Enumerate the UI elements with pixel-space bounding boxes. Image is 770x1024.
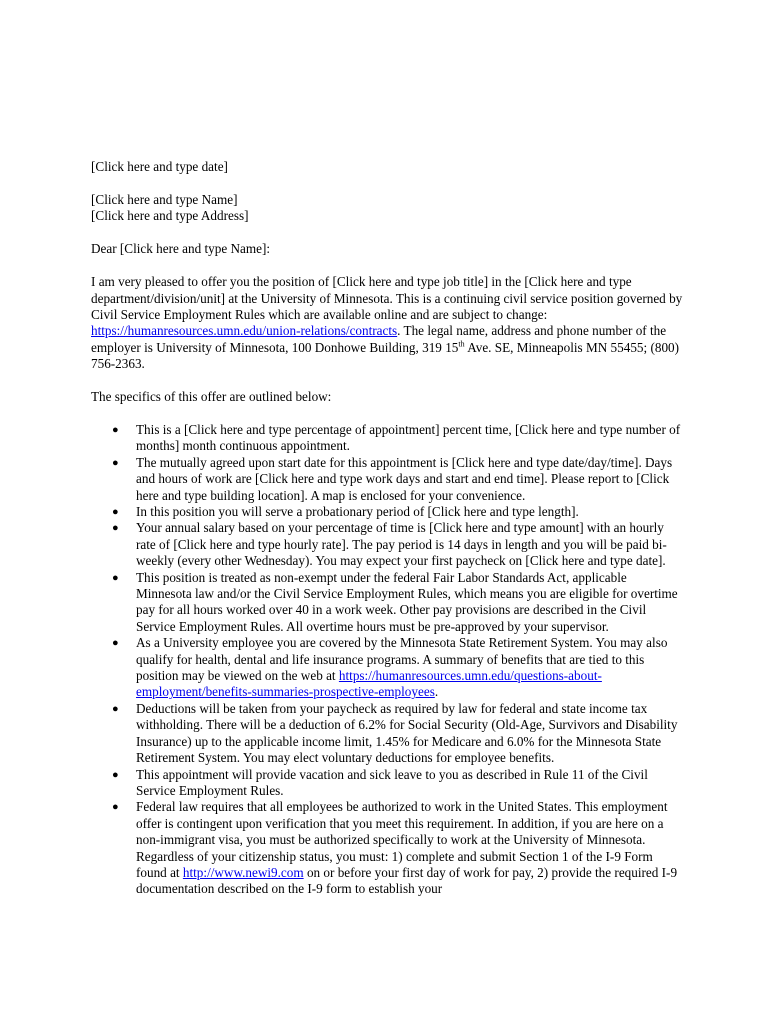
bullet-icon: ● [112,768,119,781]
bullet-icon: ● [112,456,119,469]
date-field[interactable]: [Click here and type date] [91,159,228,174]
offer-specifics-list [91,422,685,898]
list-item-text[interactable]: As a University employee you are covered by the Minnesota State Retirement System. You may also qualify for health, dental and life insurance programs. A summary of benefits that are tied to this position may be viewed on the web at [136,635,668,684]
list-item [91,504,685,520]
list-item [91,701,685,767]
list-item-link[interactable]: https://humanresources.umn.edu/questions-about-employment/benefits-summaries-prospective-employees [136,668,602,700]
list-item-text[interactable]: Federal law requires that all employees be authorized to work in the United States. This employment offer is contingent upon verification that you meet this requirement. In addition, if you are here on a non-immigrant visa, you must be authorized specifically to work at the University of Minnesota. Regardless of your citizenship status, you must: 1) complete and submit Section 1 of the I-9 Form found at [136,799,668,880]
bullet-icon: ● [112,423,119,436]
letter-body [91,159,685,898]
list-item-text[interactable]: This position is treated as non-exempt under the federal Fair Labor Standards Act, applicable Minnesota law and/or the Civil Service Employment Rules, which means you are eligible for overtime pay for all hours worked over 40 in a work week. Other pay provisions are described in the Civil Service Employment Rules. All overtime hours must be pre-approved by your supervisor. [136,569,678,634]
list-item-text[interactable]: In this position you will serve a probationary period of [Click here and type length]. [136,504,579,519]
contracts-link[interactable]: https://humanresources.umn.edu/union-relations/contracts [91,323,398,339]
list-item-text[interactable]: This is a [Click here and type percentage of appointment] percent time, [Click here and type number of months] month continuous appointment. [136,421,681,454]
intro-superscript: th [458,339,465,349]
bullet-icon: ● [112,702,119,715]
intro-text-3: Ave. SE, Minneapolis MN 55455; (800) 756-2363. [91,339,680,372]
list-item-text-after: on or before your first day of work for pay, 2) provide the required I-9 documentation described on the I-9 form to establish your [136,864,678,897]
list-item-text[interactable]: This appointment will provide vacation and sick leave to you as described in Rule 11 of the Civil Service Employment Rules. [136,766,648,798]
bullet-icon: ● [112,506,119,518]
list-item-text-after: . [434,684,439,700]
list-item [91,422,685,455]
intro-paragraph [91,274,685,372]
bullet-icon: ● [112,571,119,584]
specifics-heading: The specifics of this offer are outlined below: [91,389,332,405]
salutation[interactable]: Dear [Click here and type Name]: [91,241,271,257]
list-item [91,570,685,636]
bullet-icon: ● [112,801,119,814]
bullet-icon: ● [112,522,119,535]
list-item [91,635,685,701]
intro-text-1: I am very pleased to offer you the position of [Click here and type job title] in the [Click here and type department/division/unit] at the University of Minnesota. This is a continuing civil service position governed by Civil Service Employment Rules which are available online and are subject to change: [91,274,683,322]
list-item-text[interactable]: The mutually agreed upon start date for this appointment is [Click here and type date/day/time]. Days and hours of work are [Click here and type work days and start and end time]. Please report to [Click here and type building location]. A map is enclosed for your convenience. [136,454,673,503]
intro-text-2: . The legal name, address and phone number of the employer is University of Minnesota, 100 Donhowe Building, 319 15 [91,323,667,355]
list-item [91,455,685,504]
list-item [91,799,685,897]
list-item-text[interactable]: Your annual salary based on your percentage of time is [Click here and type amount] with an hourly rate of [Click here and type hourly rate]. The pay period is 14 days in length and you will be paid bi-weekly (every other Wednesday). You may expect your first paycheck on [Click here and type date]. [136,520,667,569]
recipient-name-field[interactable]: [Click here and type Name] [91,191,238,207]
list-item-link[interactable]: http://www.newi9.com [182,864,304,880]
bullet-icon: ● [112,637,119,650]
list-item [91,520,685,569]
recipient-address-field[interactable]: [Click here and type Address] [91,208,249,224]
list-item-text[interactable]: Deductions will be taken from your paycheck as required by law for federal and state income tax withholding. There will be a deduction of 6.2% for Social Security (Old-Age, Survivors and Disability Insurance) up to the applicable income limit, 1.45% for Medicare and 6.0% for the Minnesota State Retirement System. You may elect voluntary deductions for employee benefits. [136,700,678,766]
list-item [91,767,685,800]
